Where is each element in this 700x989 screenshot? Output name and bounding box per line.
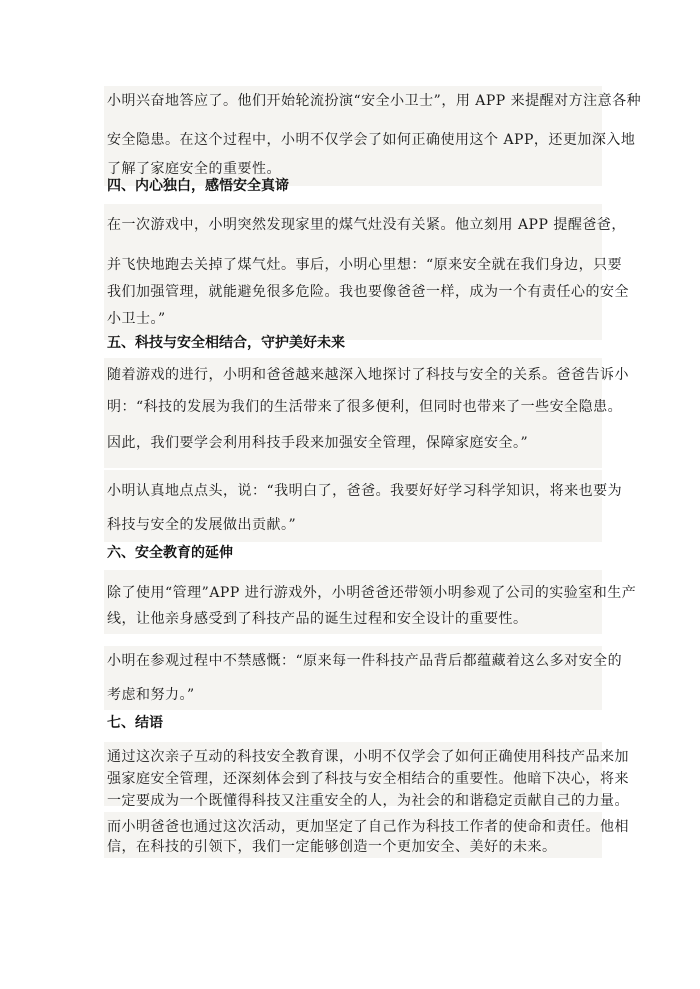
paragraph-line: 并飞快地跑去关掉了煤气灶。事后，小明心里想：“原来安全就在我们身边，只要 xyxy=(107,257,623,273)
paragraph-line: 科技与安全的发展做出贡献。” xyxy=(107,517,297,533)
paragraph-line: 小明在参观过程中不禁感慨：“原来每一件科技产品背后都蕴藏着这么多对安全的 xyxy=(107,653,623,669)
paragraph-line: 强家庭安全管理，还深刻体会到了科技与安全相结合的重要性。他暗下决心，将来 xyxy=(107,771,629,787)
section-heading: 五、科技与安全相结合，守护美好未来 xyxy=(107,335,345,351)
paragraph-line: 考虑和努力。” xyxy=(107,687,195,703)
section-heading: 七、结语 xyxy=(107,715,163,731)
paragraph-line: 在一次游戏中，小明突然发现家里的煤气灶没有关紧。他立刻用 APP 提醒爸爸， xyxy=(107,217,626,233)
paragraph-line: 明：“科技的发展为我们的生活带来了很多便利，但同时也带来了一些安全隐患。 xyxy=(107,399,623,415)
paragraph-line: 因此，我们要学会利用科技手段来加强安全管理，保障家庭安全。” xyxy=(107,435,529,451)
paragraph-line: 小卫士。” xyxy=(107,311,166,327)
paragraph-line: 安全隐患。在这个过程中，小明不仅学会了如何正确使用这个 APP，还更加深入地 xyxy=(107,132,636,148)
paragraph-line: 线，让他亲身感受到了科技产品的诞生过程和安全设计的重要性。 xyxy=(107,611,528,627)
paragraph-line: 我们加强管理，就能避免很多危险。我也要像爸爸一样，成为一个有责任心的安全 xyxy=(107,284,629,300)
section-heading: 六、安全教育的延伸 xyxy=(107,545,233,561)
paragraph-line: 而小明爸爸也通过这次活动，更加坚定了自己作为科技工作者的使命和责任。他相 xyxy=(107,819,629,835)
paragraph-line: 除了使用“管理”APP 进行游戏外，小明爸爸还带领小明参观了公司的实验室和生产 xyxy=(107,585,637,601)
section-heading: 四、内心独白，感悟安全真谛 xyxy=(107,178,289,194)
paragraph-line: 通过这次亲子互动的科技安全教育课，小明不仅学会了如何正确使用科技产品来加 xyxy=(107,749,629,765)
paragraph-line: 信，在科技的引领下，我们一定能够创造一个更加安全、美好的未来。 xyxy=(107,839,557,855)
paragraph-line: 一定要成为一个既懂得科技又注重安全的人，为社会的和谐稳定贡献自己的力量。 xyxy=(107,793,629,809)
paragraph-line: 随着游戏的进行，小明和爸爸越来越深入地探讨了科技与安全的关系。爸爸告诉小 xyxy=(107,367,629,383)
paragraph-line: 小明认真地点点头，说：“我明白了，爸爸。我要好好学习科学知识，将来也要为 xyxy=(107,483,623,499)
paragraph-line: 了解了家庭安全的重要性。 xyxy=(107,161,281,177)
paragraph-line: 小明兴奋地答应了。他们开始轮流扮演“安全小卫士”，用 APP 来提醒对方注意各种 xyxy=(107,93,642,109)
